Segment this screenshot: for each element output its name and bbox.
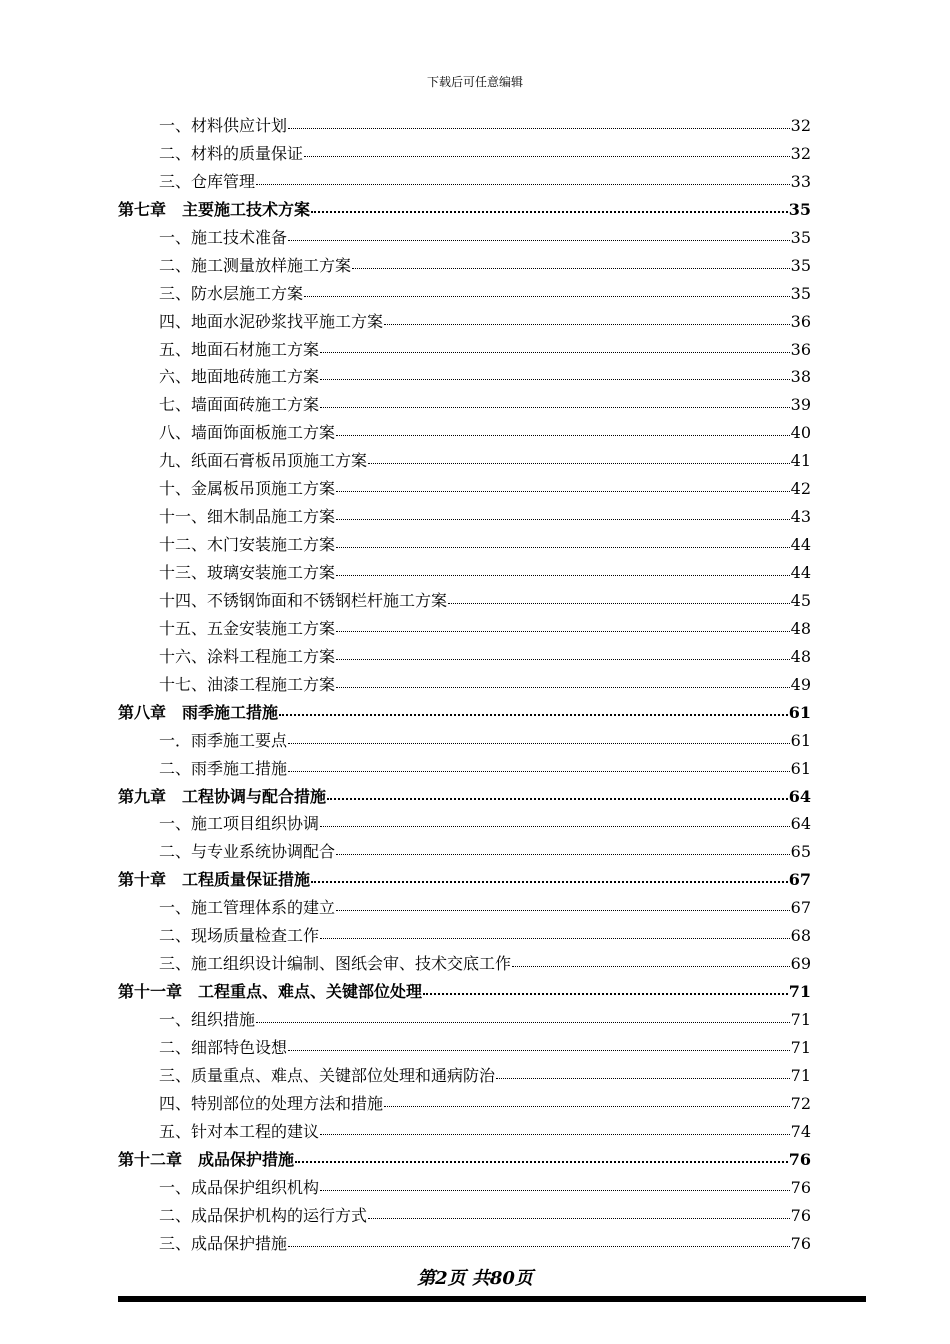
toc-entry-page-number: 61 — [790, 730, 811, 750]
toc-section-entry[interactable] — [118, 810, 811, 838]
toc-chapter-entry[interactable] — [118, 196, 811, 224]
toc-entry-page-number: 76 — [790, 1205, 811, 1225]
toc-section-entry[interactable] — [118, 643, 811, 671]
toc-entry-page-number: 35 — [788, 199, 811, 219]
toc-section-entry[interactable] — [118, 363, 811, 391]
toc-entry-title: 三、仓库管理 — [159, 171, 256, 191]
toc-entry-title: 十四、不锈钢饰面和不锈钢栏杆施工方案 — [159, 590, 448, 610]
toc-entry-title: 十五、五金安装施工方案 — [159, 618, 336, 638]
toc-entry-page-number: 32 — [790, 143, 811, 163]
toc-section-entry[interactable] — [118, 419, 811, 447]
toc-entry-title: 第十一章 工程重点、难点、关键部位处理 — [118, 982, 423, 1002]
toc-dot-leader — [320, 938, 790, 939]
toc-dot-leader — [368, 1218, 790, 1219]
toc-entry-title: 一、施工管理体系的建立 — [159, 898, 336, 918]
toc-entry-title: 二、细部特色设想 — [159, 1037, 288, 1057]
toc-chapter-entry[interactable] — [118, 783, 811, 811]
toc-entry-title: 四、特别部位的处理方法和措施 — [159, 1093, 384, 1113]
toc-dot-leader — [336, 491, 790, 492]
toc-section-entry[interactable] — [118, 1230, 811, 1258]
toc-section-entry[interactable] — [118, 447, 811, 475]
toc-chapter-entry[interactable] — [118, 978, 811, 1006]
toc-entry-title: 八、墙面饰面板施工方案 — [159, 423, 336, 443]
toc-entry-page-number: 71 — [790, 1037, 811, 1057]
toc-dot-leader — [336, 575, 790, 576]
footer-rule — [118, 1296, 866, 1302]
toc-entry-title: 二、雨季施工措施 — [159, 758, 288, 778]
toc-entry-page-number: 32 — [790, 116, 811, 135]
toc-dot-leader — [320, 379, 790, 380]
toc-dot-leader — [320, 352, 790, 353]
toc-section-entry[interactable] — [118, 950, 811, 978]
toc-dot-leader — [311, 881, 788, 883]
toc-entry-page-number: 40 — [790, 423, 811, 443]
toc-dot-leader — [320, 1134, 790, 1135]
toc-section-entry[interactable] — [118, 1202, 811, 1230]
toc-entry-title: 第十二章 成品保护措施 — [118, 1149, 295, 1169]
toc-entry-page-number: 45 — [790, 590, 811, 610]
toc-entry-page-number: 44 — [790, 563, 811, 582]
toc-chapter-entry[interactable] — [118, 866, 811, 894]
toc-entry-page-number: 61 — [788, 702, 811, 722]
toc-entry-title: 一、施工技术准备 — [159, 227, 288, 247]
toc-dot-leader — [304, 296, 790, 297]
toc-dot-leader — [336, 687, 790, 688]
toc-entry-title: 第七章 主要施工技术方案 — [118, 199, 311, 219]
toc-entry-title: 三、防水层施工方案 — [159, 283, 304, 303]
toc-section-entry[interactable] — [118, 224, 811, 252]
toc-entry-page-number: 33 — [790, 171, 811, 191]
toc-dot-leader — [496, 1078, 790, 1079]
page-footer: 第2页 共80页 — [417, 1268, 533, 1289]
toc-section-entry[interactable] — [118, 1090, 811, 1118]
toc-entry-page-number: 35 — [790, 255, 811, 275]
toc-entry-title: 十二、木门安装施工方案 — [159, 535, 336, 555]
toc-entry-page-number: 42 — [790, 479, 811, 499]
toc-section-entry[interactable] — [118, 168, 811, 196]
toc-entry-page-number: 49 — [790, 674, 811, 694]
toc-entry-title: 六、地面地砖施工方案 — [159, 367, 320, 387]
toc-entry-page-number: 39 — [790, 395, 811, 415]
toc-section-entry[interactable] — [118, 922, 811, 950]
toc-dot-leader — [288, 743, 790, 744]
toc-entry-title: 一、成品保护组织机构 — [159, 1177, 320, 1197]
toc-dot-leader — [336, 547, 790, 548]
toc-section-entry[interactable] — [118, 559, 811, 587]
toc-entry-title: 二、材料的质量保证 — [159, 143, 304, 163]
toc-section-entry[interactable] — [118, 308, 811, 336]
toc-entry-page-number: 38 — [790, 367, 811, 387]
toc-section-entry[interactable] — [118, 1118, 811, 1146]
toc-dot-leader — [288, 240, 790, 241]
toc-entry-page-number: 67 — [790, 898, 811, 918]
toc-chapter-entry[interactable] — [118, 1146, 811, 1174]
toc-section-entry[interactable] — [118, 140, 811, 168]
toc-dot-leader — [320, 826, 790, 827]
toc-entry-title: 一．雨季施工要点 — [159, 730, 288, 750]
toc-section-entry[interactable] — [118, 727, 811, 755]
toc-section-entry[interactable] — [118, 391, 811, 419]
toc-entry-page-number: 76 — [788, 1149, 811, 1169]
toc-dot-leader — [336, 435, 790, 436]
toc-dot-leader — [336, 631, 790, 632]
toc-section-entry[interactable] — [118, 587, 811, 615]
toc-dot-leader — [295, 1161, 788, 1163]
toc-section-entry[interactable] — [118, 1062, 811, 1090]
toc-dot-leader — [448, 603, 790, 604]
toc-entry-page-number: 44 — [790, 535, 811, 555]
toc-dot-leader — [368, 463, 790, 464]
toc-entry-title: 七、墙面面砖施工方案 — [159, 395, 320, 415]
toc-entry-title: 十三、玻璃安装施工方案 — [159, 563, 336, 582]
toc-dot-leader — [288, 128, 790, 129]
toc-section-entry[interactable] — [118, 112, 811, 140]
toc-entry-page-number: 48 — [790, 618, 811, 638]
toc-entry-page-number: 36 — [790, 339, 811, 359]
toc-entry-page-number: 76 — [790, 1177, 811, 1197]
toc-dot-leader — [384, 324, 790, 325]
toc-entry-title: 二、施工测量放样施工方案 — [159, 255, 352, 275]
toc-entry-page-number: 61 — [790, 758, 811, 778]
toc-entry-title: 一、施工项目组织协调 — [159, 814, 320, 834]
toc-dot-leader — [336, 519, 790, 520]
toc-entry-page-number: 72 — [790, 1093, 811, 1113]
toc-entry-page-number: 41 — [790, 451, 811, 471]
toc-entry-page-number: 43 — [790, 507, 811, 527]
toc-dot-leader — [384, 1106, 790, 1107]
toc-dot-leader — [327, 798, 788, 800]
toc-dot-leader — [288, 771, 790, 772]
toc-entry-title: 一、组织措施 — [159, 1010, 256, 1029]
toc-entry-title: 一、材料供应计划 — [159, 116, 288, 135]
toc-section-entry[interactable] — [118, 615, 811, 643]
toc-entry-title: 二、现场质量检查工作 — [159, 926, 320, 946]
toc-entry-page-number: 69 — [790, 954, 811, 974]
toc-entry-title: 二、成品保护机构的运行方式 — [159, 1205, 368, 1225]
toc-entry-title: 第十章 工程质量保证措施 — [118, 870, 311, 890]
toc-entry-page-number: 71 — [788, 982, 811, 1002]
toc-dot-leader — [320, 407, 790, 408]
toc-section-entry[interactable] — [118, 475, 811, 503]
toc-section-entry[interactable] — [118, 280, 811, 308]
toc-dot-leader — [279, 714, 788, 716]
toc-entry-page-number: 67 — [788, 870, 811, 890]
toc-entry-page-number: 74 — [790, 1121, 811, 1141]
toc-section-entry[interactable] — [118, 503, 811, 531]
toc-dot-leader — [320, 1190, 790, 1191]
toc-entry-title: 第九章 工程协调与配合措施 — [118, 786, 327, 806]
toc-section-entry[interactable] — [118, 838, 811, 866]
toc-dot-leader — [423, 993, 788, 995]
toc-section-entry[interactable] — [118, 336, 811, 364]
toc-dot-leader — [352, 268, 790, 269]
toc-dot-leader — [336, 910, 790, 911]
toc-entry-page-number: 35 — [790, 283, 811, 303]
toc-section-entry[interactable] — [118, 755, 811, 783]
toc-section-entry[interactable] — [118, 531, 811, 559]
toc-entry-page-number: 71 — [790, 1065, 811, 1085]
toc-entry-page-number: 36 — [790, 311, 811, 331]
page-header: 下载后可任意编辑 — [426, 75, 523, 89]
toc-chapter-entry[interactable] — [118, 699, 811, 727]
toc-section-entry[interactable] — [118, 1174, 811, 1202]
toc-entry-title: 三、施工组织设计编制、图纸会审、技术交底工作 — [159, 954, 512, 974]
toc-dot-leader — [256, 1022, 790, 1023]
toc-entry-page-number: 68 — [790, 926, 811, 946]
toc-entry-page-number: 64 — [788, 786, 811, 806]
toc-dot-leader — [512, 966, 790, 967]
toc-entry-title: 十一、细木制品施工方案 — [159, 507, 336, 527]
toc-dot-leader — [336, 854, 790, 855]
toc-entry-page-number: 71 — [790, 1010, 811, 1029]
toc-entry-title: 二、与专业系统协调配合 — [159, 842, 336, 862]
toc-entry-page-number: 76 — [790, 1233, 811, 1253]
toc-entry-title: 十、金属板吊顶施工方案 — [159, 479, 336, 499]
toc-entry-title: 四、地面水泥砂浆找平施工方案 — [159, 311, 384, 331]
toc-entry-title: 九、纸面石膏板吊顶施工方案 — [159, 451, 368, 471]
table-of-contents — [118, 112, 811, 1257]
toc-section-entry[interactable] — [118, 252, 811, 280]
toc-entry-page-number: 64 — [790, 814, 811, 834]
toc-entry-title: 第八章 雨季施工措施 — [118, 702, 279, 722]
toc-dot-leader — [288, 1050, 790, 1051]
toc-section-entry[interactable] — [118, 1006, 811, 1034]
toc-entry-title: 三、成品保护措施 — [159, 1233, 288, 1253]
toc-entry-title: 十七、油漆工程施工方案 — [159, 674, 336, 694]
toc-dot-leader — [336, 659, 790, 660]
toc-entry-page-number: 35 — [790, 227, 811, 247]
toc-entry-title: 五、地面石材施工方案 — [159, 339, 320, 359]
toc-dot-leader — [304, 156, 790, 157]
toc-entry-title: 五、针对本工程的建议 — [159, 1121, 320, 1141]
toc-entry-page-number: 65 — [790, 842, 811, 862]
toc-dot-leader — [288, 1246, 790, 1247]
toc-section-entry[interactable] — [118, 1034, 811, 1062]
toc-dot-leader — [311, 211, 788, 213]
toc-dot-leader — [256, 184, 790, 185]
toc-entry-title: 十六、涂料工程施工方案 — [159, 646, 336, 666]
toc-entry-page-number: 48 — [790, 646, 811, 666]
toc-section-entry[interactable] — [118, 894, 811, 922]
toc-section-entry[interactable] — [118, 671, 811, 699]
toc-entry-title: 三、质量重点、难点、关键部位处理和通病防治 — [159, 1065, 496, 1085]
